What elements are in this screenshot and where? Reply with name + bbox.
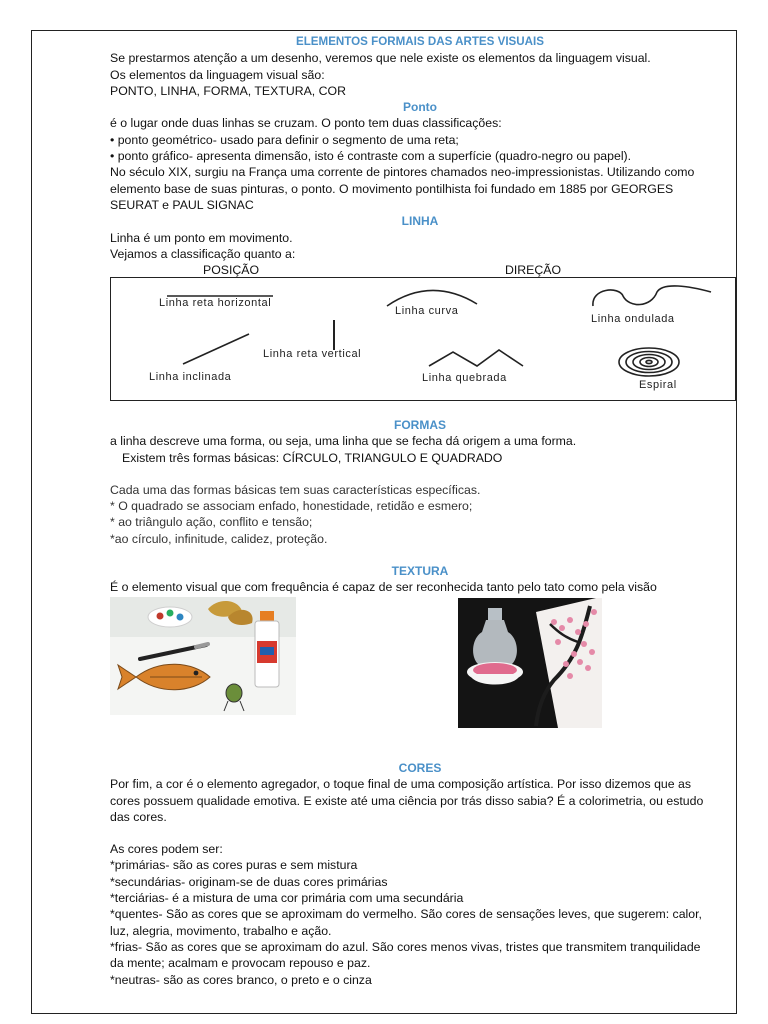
cores-paragraph-line: Por fim, a cor é o elemento agregador, o toque final de uma composição artística. Por isso dizemos que as bbox=[110, 777, 691, 792]
direcao-label: DIREÇÃO bbox=[505, 263, 562, 278]
posicao-label: POSIÇÃO bbox=[203, 263, 260, 278]
linha-line: Vejamos a classificação quanto a: bbox=[110, 246, 296, 261]
formas-line: a linha descreve uma forma, ou seja, uma linha que se fecha dá origem a uma forma. bbox=[110, 434, 577, 449]
ponto-line: • ponto geométrico- usado para definir o segmento de uma reta; bbox=[110, 132, 459, 147]
cores-list-item: As cores podem ser: bbox=[110, 842, 223, 857]
label-inclined: Linha inclinada bbox=[149, 371, 232, 383]
document-title: ELEMENTOS FORMAIS DAS ARTES VISUAIS bbox=[295, 35, 544, 48]
ponto-line: • ponto gráfico- apresenta dimensão, isto é contraste com a superfície (quadro-negro ou papel). bbox=[110, 149, 632, 164]
formas-heading: FORMAS bbox=[394, 418, 446, 432]
formas-detail: Cada uma das formas básicas tem suas características específicas. bbox=[110, 482, 481, 497]
line-types-drawing bbox=[111, 278, 735, 400]
cores-list-item: *neutras- são as cores branco, o preto e o cinza bbox=[110, 972, 372, 987]
ponto-line: No século XIX, surgiu na França uma corrente de pintores chamados neo-impressionistas. Utilizando como bbox=[110, 165, 695, 180]
label-spiral: Espiral bbox=[639, 379, 677, 391]
curve-line-shape bbox=[387, 290, 477, 306]
label-horizontal: Linha reta horizontal bbox=[159, 297, 272, 309]
cores-paragraph-line: cores possuem qualidade emotiva. E existe até uma ciência por trás disso sabia? É a colorimetria, ou estudo bbox=[110, 793, 704, 808]
document-body bbox=[110, 34, 730, 278]
texture-photo-leaves bbox=[110, 597, 296, 715]
cores-list-item: *secundárias- originam-se de duas cores primárias bbox=[110, 874, 388, 889]
cores-list-item: luz, alegria, movimento, trabalho e ação. bbox=[110, 923, 332, 938]
spiral-shape bbox=[619, 348, 679, 376]
label-wavy: Linha ondulada bbox=[591, 313, 675, 325]
ponto-heading: Ponto bbox=[403, 100, 437, 115]
label-vertical: Linha reta vertical bbox=[263, 348, 362, 360]
leaf-craft-illustration bbox=[110, 597, 296, 715]
linha-line: Linha é um ponto em movimento. bbox=[110, 230, 293, 245]
intro-line: Se prestarmos atenção a um desenho, veremos que nele existe os elementos da linguagem visual. bbox=[110, 51, 651, 66]
document-body-lower bbox=[110, 417, 730, 596]
cores-list-item: *terciárias- é a mistura de uma cor primária com uma secundária bbox=[110, 891, 464, 906]
cores-list-item: *quentes- São as cores que se aproximam do vermelho. São cores de sensações leves, que sugerem: calor, bbox=[110, 907, 702, 922]
label-broken: Linha quebrada bbox=[422, 372, 507, 384]
intro-line: PONTO, LINHA, FORMA, TEXTURA, COR bbox=[110, 83, 346, 98]
cores-list-item: *frias- São as cores que se aproximam do azul. São cores menos vivas, tristes que transmitem tranquilidade bbox=[110, 939, 701, 954]
document-body-cores bbox=[110, 760, 730, 988]
cores-heading: CORES bbox=[398, 761, 442, 775]
cores-list-item: da mente; acalmam e provocam repouso e paz. bbox=[110, 956, 371, 971]
ponto-line: elemento base de suas pinturas, o ponto. O movimento pontilhista foi fundado em 1885 por GEORGES bbox=[110, 181, 674, 196]
wavy-line-shape bbox=[593, 286, 711, 306]
formas-detail: * O quadrado se associam enfado, honestidade, retidão e esmero; bbox=[110, 499, 473, 514]
cores-paragraph-line: das cores. bbox=[110, 809, 167, 824]
texture-photo-blossom bbox=[458, 598, 602, 728]
textura-heading: TEXTURA bbox=[391, 564, 449, 579]
textura-line: É o elemento visual que com frequência é capaz de ser reconhecida tanto pelo tato como pela visão bbox=[110, 580, 657, 595]
ponto-line: é o lugar onde duas linhas se cruzam. O ponto tem duas classificações: bbox=[110, 116, 502, 131]
linha-heading: LINHA bbox=[401, 214, 439, 229]
ponto-line: SEURAT e PAUL SIGNAC bbox=[110, 197, 254, 212]
blossom-painting-illustration bbox=[458, 598, 602, 728]
inclined-line-shape bbox=[183, 334, 249, 364]
cores-list-item: *primárias- são as cores puras e sem mistura bbox=[110, 858, 358, 873]
line-types-figure bbox=[110, 277, 736, 401]
label-curve: Linha curva bbox=[395, 305, 459, 317]
formas-line: Existem três formas básicas: CÍRCULO, TRIANGULO E QUADRADO bbox=[122, 450, 503, 465]
intro-line: Os elementos da linguagem visual são: bbox=[110, 67, 325, 82]
broken-line-shape bbox=[429, 350, 523, 366]
formas-detail: * ao triângulo ação, conflito e tensão; bbox=[110, 515, 313, 530]
formas-detail: *ao círculo, infinitude, calidez, proteção. bbox=[110, 531, 328, 546]
classification-labels bbox=[110, 262, 730, 278]
